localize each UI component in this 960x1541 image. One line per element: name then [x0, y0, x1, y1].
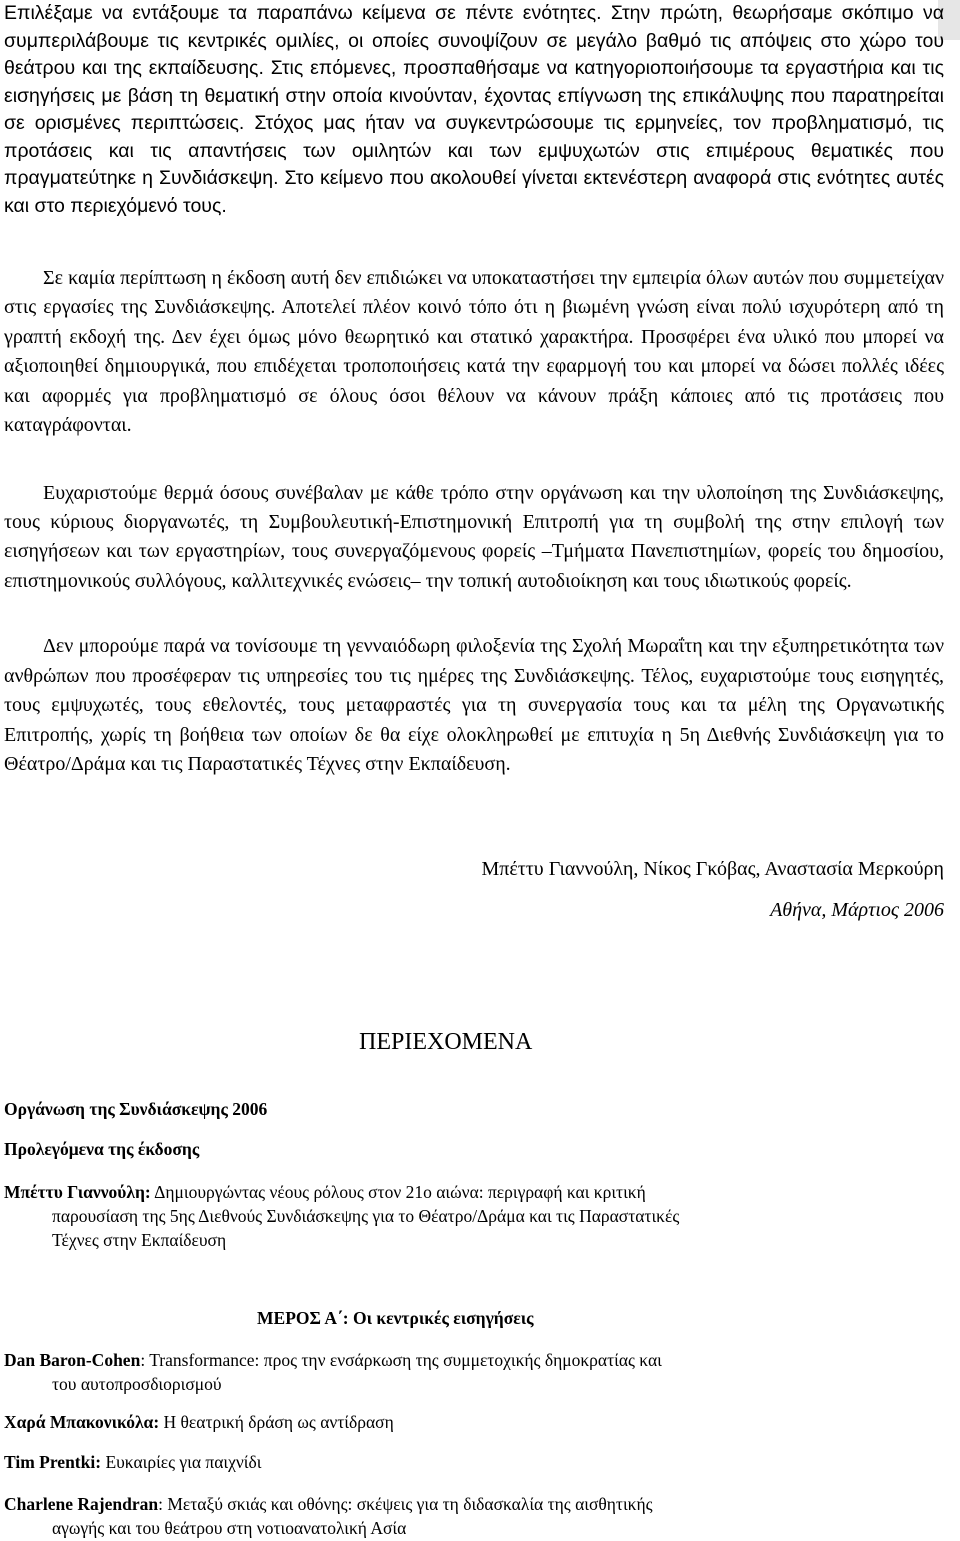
toc-item-giannouli	[4, 1180, 904, 1252]
toc-title: Η θεατρική δράση ως αντίδραση	[159, 1412, 394, 1432]
signature-place-date: Αθήνα, Μάρτιος 2006	[770, 899, 944, 921]
toc-item-baron-cohen	[4, 1348, 904, 1396]
toc-title-continued: Τέχνες στην Εκπαίδευση	[52, 1230, 227, 1250]
toc-part-a-heading	[257, 1306, 534, 1330]
toc-title: : Transformance: προς την ενσάρκωση της συμμετοχικής δημοκρατίας και	[140, 1350, 662, 1370]
contents-heading: ΠΕΡΙΕΧΟΜΕΝΑ	[359, 1029, 533, 1055]
toc-part-a-label: ΜΕΡΟΣ Α΄: Οι κεντρικές εισηγήσεις	[257, 1308, 534, 1328]
toc-title-continued: αγωγής και του θεάτρου στη νοτιοανατολική Ασία	[52, 1518, 407, 1538]
toc-title: Ευκαιρίες για παιχνίδι	[101, 1452, 262, 1472]
toc-author: Μπέττυ Γιαννούλη:	[4, 1182, 151, 1202]
toc-title-continued: παρουσίαση της 5ης Διεθνούς Συνδιάσκεψης για το Θέατρο/Δράμα και τις Παραστατικές	[52, 1206, 680, 1226]
intro-paragraph-thanks: Ευχαριστούμε θερμά όσους συνέβαλαν με κάθε τρόπο στην οργάνωση και την υλοποίηση της Συνδιάσκεψης, τους κύριους διοργανωτές, τη Συμβουλευτική-Επιστημονική Επιτροπή για τη συμβολή της στην επιλογή των εισηγήσεων και των εργαστηρίων, τους συνεργαζόμενους φορείς –Τμήματα Πανεπιστημίων, φορείς του δημοσίου, επιστημονικούς συλλόγους, καλλιτεχνικές ενώσεις– την τοπική αυτοδιοίκηση και τους ιδιωτικούς φορείς.	[4, 482, 944, 592]
signature-names: Μπέττυ Γιαννούλη, Νίκος Γκόβας, Αναστασία Μερκούρη	[481, 858, 944, 880]
toc-author: Tim Prentki:	[4, 1452, 102, 1472]
toc-title-continued: του αυτοπροσδιορισμού	[52, 1374, 222, 1394]
intro-paragraph-experience: Σε καμία περίπτωση η έκδοση αυτή δεν επιδιώκει να υποκαταστήσει την εμπειρία όλων αυτών που συμμετείχαν στις εργασίες της Συνδιάσκεψης. Αποτελεί πλέον κοινό τόπο ότι η βιωμένη γνώση είναι πολύ ισχυρότερη από τη γραπτή εκδοχή της. Δεν έχει όμως μόνο θεωρητικό και στατικό χαρακτήρα. Προσφέρει ένα υλικό που μπορεί να αξιοποιηθεί δημιουργικά, που επιδέχεται τροποποιήσεις κατά την εφαρμογή του και μπορεί να δώσει πολλές ιδέες και αφορμές για προβληματισμό σε όλους όσοι θέλουν να κάνουν πράξη κάποιες από τις προτάσεις που καταγράφονται.	[4, 267, 944, 437]
toc-item-prentki	[4, 1450, 904, 1474]
toc-item-organization-label: Οργάνωση της Συνδιάσκεψης 2006	[4, 1099, 268, 1119]
toc-author: Χαρά Μπακονικόλα:	[4, 1412, 160, 1432]
toc-item-prolegomena-label: Προλεγόμενα της έκδοσης	[4, 1139, 200, 1159]
toc-author: Dan Baron-Cohen	[4, 1350, 141, 1370]
toc-title: Δημιουργώντας νέους ρόλους στον 21ο αιώνα: περιγραφή και κριτική	[150, 1182, 646, 1202]
toc-item-bakonikola	[4, 1410, 904, 1434]
toc-item-prolegomena	[4, 1137, 904, 1161]
toc-item-rajendran	[4, 1492, 904, 1540]
toc-author: Charlene Rajendran	[4, 1494, 159, 1514]
toc-title: : Μεταξύ σκιάς και οθόνης: σκέψεις για τη διδασκαλία της αισθητικής	[158, 1494, 653, 1514]
intro-paragraph-hospitality: Δεν μπορούμε παρά να τονίσουμε τη γενναιόδωρη φιλοξενία της Σχολή Μωραΐτη και την εξυπηρετικότητα των ανθρώπων που προσέφεραν τις υπηρεσίες του τις ημέρες της Συνδιάσκεψης. Τέλος, ευχαριστούμε τους εισηγητές, τους εμψυχωτές, τους εθελοντές, τους μεταφραστές για τη συνεργασία τους και τα μέλη της Οργανωτικής Επιτροπής, χωρίς τη βοήθεια των οποίων δε θα είχε ολοκληρωθεί με επιτυχία η 5η Διεθνής Συνδιάσκεψη για το Θέατρο/Δράμα και τις Παραστατικές Τέχνες στην Εκπαίδευση.	[4, 635, 944, 776]
toc-item-organization	[4, 1097, 904, 1121]
intro-paragraph-sections: Επιλέξαμε να εντάξουμε τα παραπάνω κείμενα σε πέντε ενότητες. Στην πρώτη, θεωρήσαμε σκόπιμο να συμπεριλάβουμε τις κεντρικές ομιλίες, οι οποίες συνοψίζουν σε μεγάλο βαθμό τις απόψεις στο χώρο του θεάτρου και της εκπαίδευσης. Στις επόμενες, προσπαθήσαμε να κατηγοριοποιήσουμε τα εργαστήρια και τις εισηγήσεις με βάση τη θεματική στην οποία κινούνταν, έχοντας επίγνωση της επικάλυψης που παρατηρείται σε ορισμένες περιπτώσεις. Στόχος μας ήταν να συγκεντρώσουμε τις ερμηνείες, τον προβληματισμό, τις προτάσεις και τις απαντήσεις των ομιλητών και των εμψυχωτών στις επιμέρους θεματικές που πραγματεύτηκε η Συνδιάσκεψη. Στο κείμενο που ακολουθεί γίνεται εκτενέστερη αναφορά στις ενότητες αυτές και στο περιεχόμενό τους.	[4, 2, 944, 217]
